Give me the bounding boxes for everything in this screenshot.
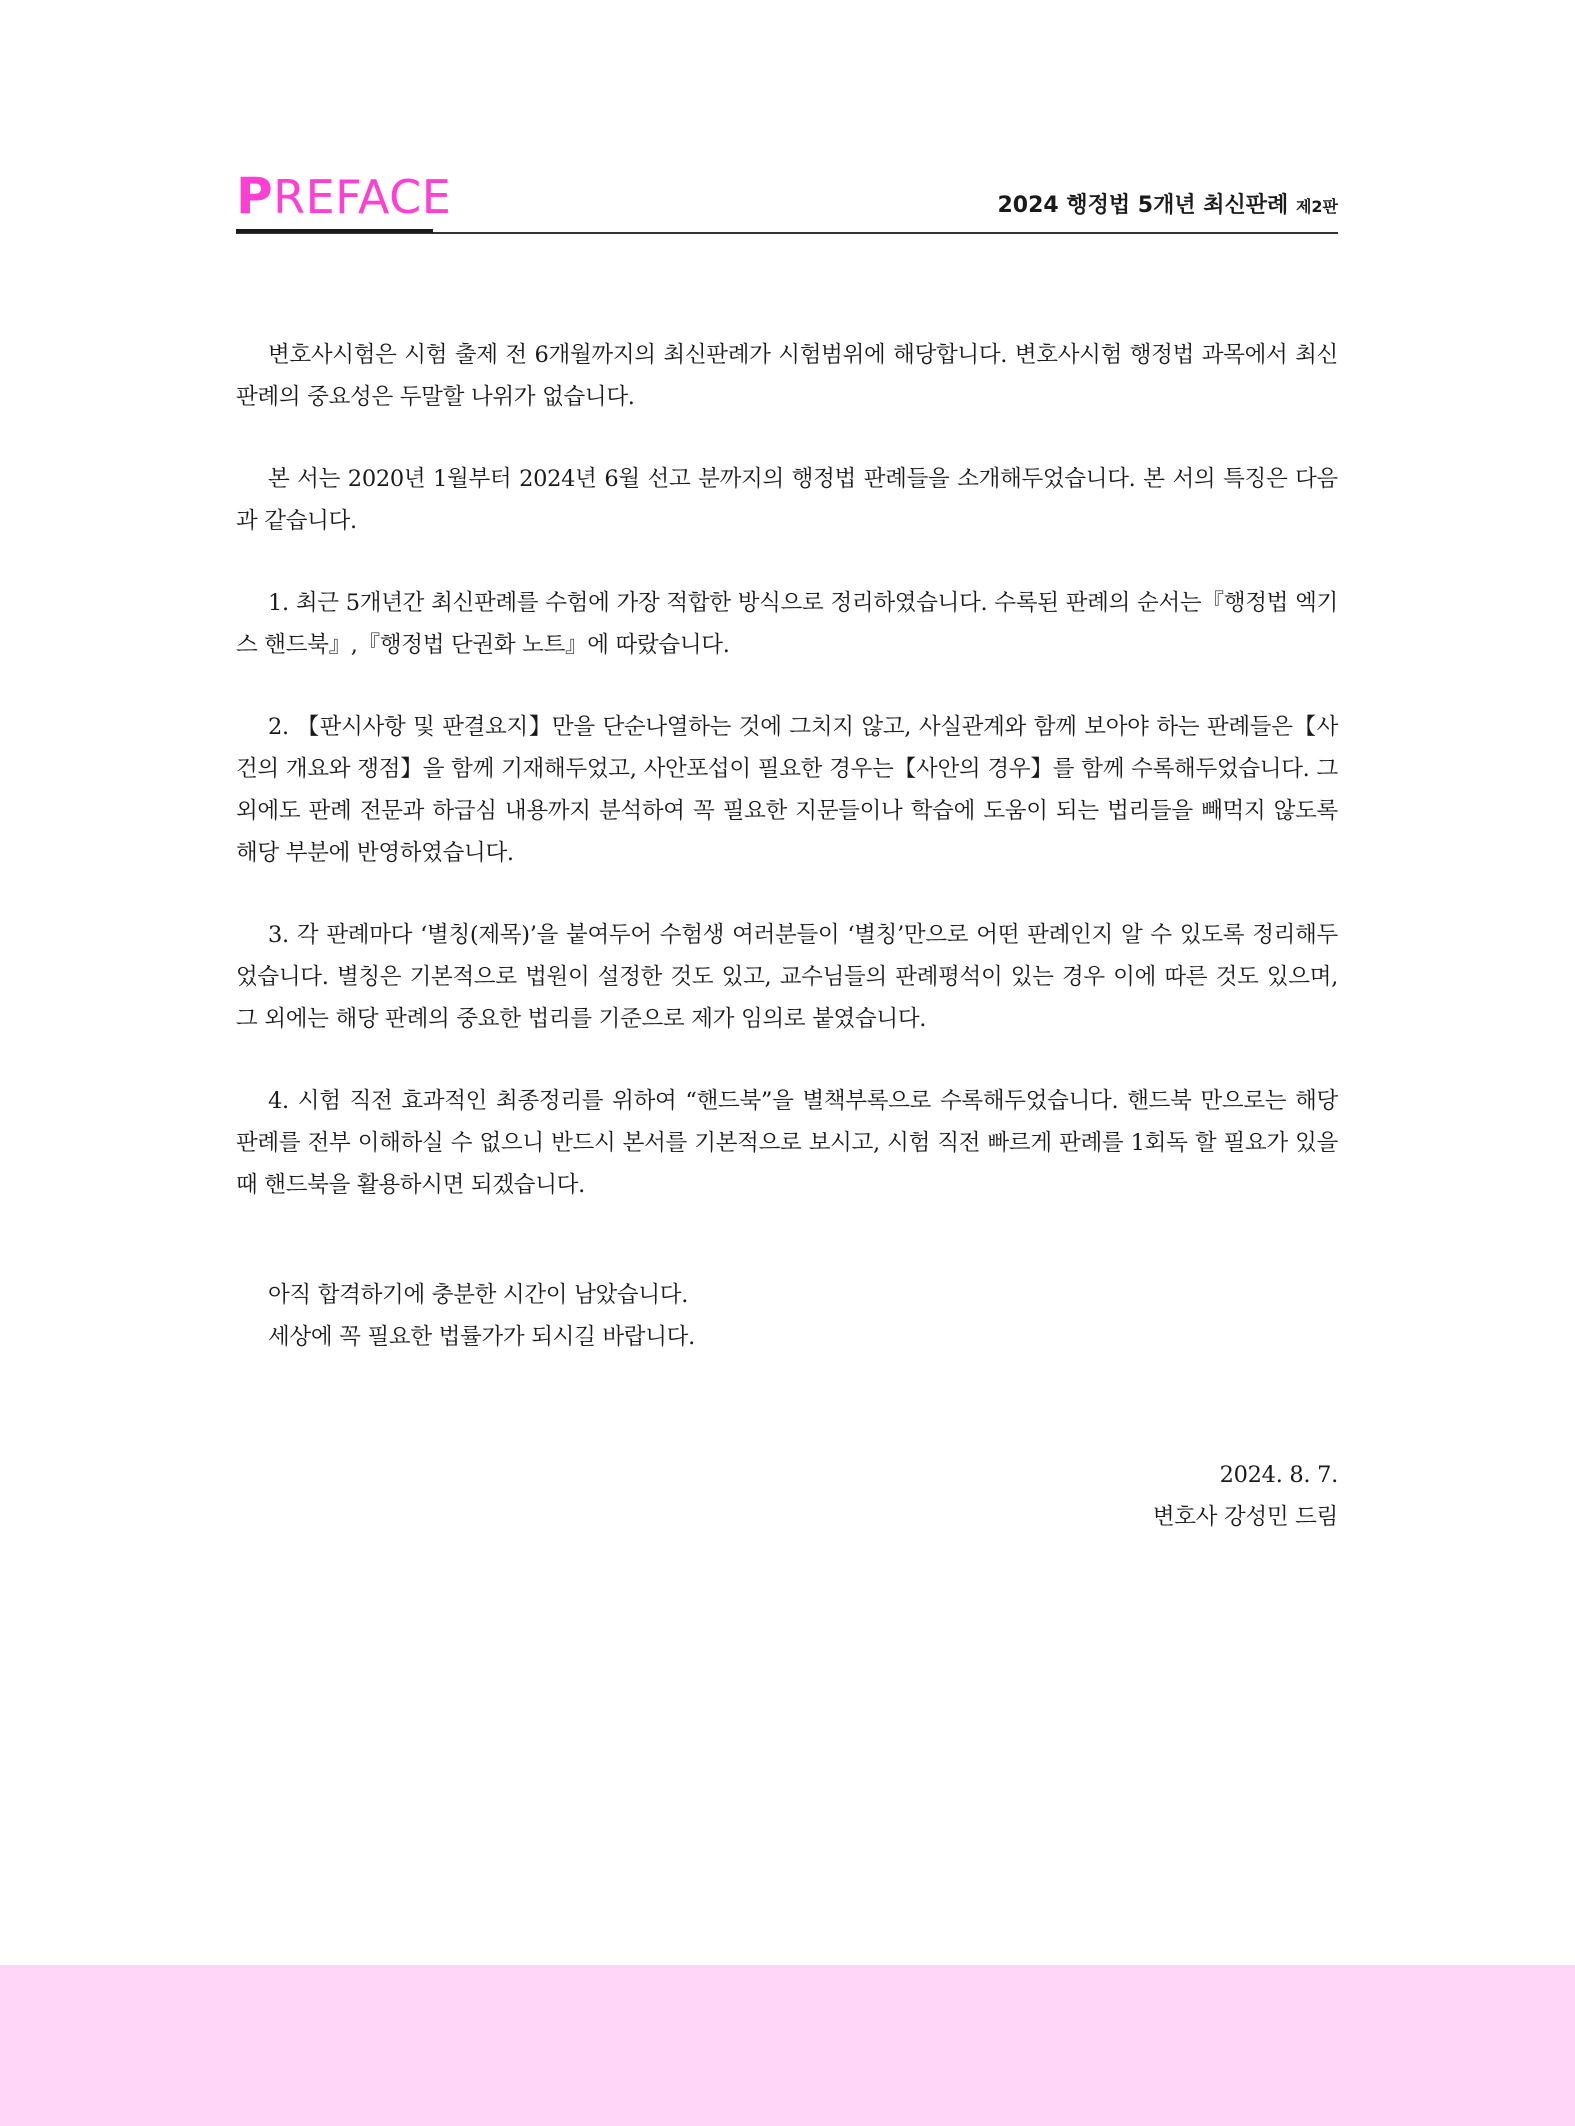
paragraph-scope: 본 서는 2020년 1월부터 2024년 6월 선고 분까지의 행정법 판례들을 소개해두었습니다. 본 서의 특징은 다음과 같습니다. xyxy=(236,466,1338,534)
edition-label: 제2판 xyxy=(1295,197,1338,216)
preface-title xyxy=(236,168,451,225)
signature-date: 2024. 8. 7. xyxy=(1219,1462,1338,1488)
closing-remarks xyxy=(268,1274,1338,1358)
header-divider-accent xyxy=(236,229,433,233)
footer-color-band xyxy=(0,1965,1575,2126)
closing-line-1: 아직 합격하기에 충분한 시간이 남았습니다. xyxy=(268,1282,689,1308)
preface-title-initial: P xyxy=(236,167,274,225)
book-title xyxy=(998,192,1339,221)
signature-author: 변호사 강성민 드림 xyxy=(1152,1504,1338,1530)
paragraph-feature-2: 2. 【판시사항 및 판결요지】만을 단순나열하는 것에 그치지 않고, 사실관계와 함께 보아야 하는 판례들은【사건의 개요와 쟁점】을 함께 기재해두었고, 사안포섭이 필요한 경우는【사안의 경우】를 함께 수록해두었습니다. 그 외에도 판례 전문과 하급심 내용까지 분석하여 꼭 필요한 지문들이나 학습에 도움이 되는 법리들을 빼먹지 않도록 해당 부분에 반영하였습니다. xyxy=(236,714,1338,866)
preface-body xyxy=(236,334,1338,1538)
signature-block xyxy=(236,1454,1338,1538)
preface-title-rest: REFACE xyxy=(273,170,452,224)
paragraph-feature-4: 4. 시험 직전 효과적인 최종정리를 위하여 “핸드북”을 별책부록으로 수록해두었습니다. 핸드북 만으로는 해당 판례를 전부 이해하실 수 없으니 반드시 본서를 기본적으로 보시고, 시험 직전 빠르게 판례를 1회독 할 필요가 있을 때 핸드북을 활용하시면 되겠습니다. xyxy=(236,1088,1338,1198)
paragraph-feature-1: 1. 최근 5개년간 최신판례를 수험에 가장 적합한 방식으로 정리하였습니다. 수록된 판례의 순서는『행정법 엑기스 핸드북』,『행정법 단권화 노트』에 따랐습니다. xyxy=(236,590,1338,658)
closing-line-2: 세상에 꼭 필요한 법률가가 되시길 바랍니다. xyxy=(268,1324,695,1350)
paragraph-feature-3: 3. 각 판례마다 ‘별칭(제목)’을 붙여두어 수험생 여러분들이 ‘별칭’만으로 어떤 판례인지 알 수 있도록 정리해두었습니다. 별칭은 기본적으로 법원이 설정한 것도 있고, 교수님들의 판례평석이 있는 경우 이에 따른 것도 있으며, 그 외에는 해당 판례의 중요한 법리를 기준으로 제가 임의로 붙였습니다. xyxy=(236,922,1338,1032)
page-header xyxy=(236,168,1338,238)
book-title-text: 2024 행정법 5개년 최신판례 xyxy=(997,193,1296,218)
paragraph-intro: 변호사시험은 시험 출제 전 6개월까지의 최신판례가 시험범위에 해당합니다. 변호사시험 행정법 과목에서 최신판례의 중요성은 두말할 나위가 없습니다. xyxy=(236,342,1338,410)
